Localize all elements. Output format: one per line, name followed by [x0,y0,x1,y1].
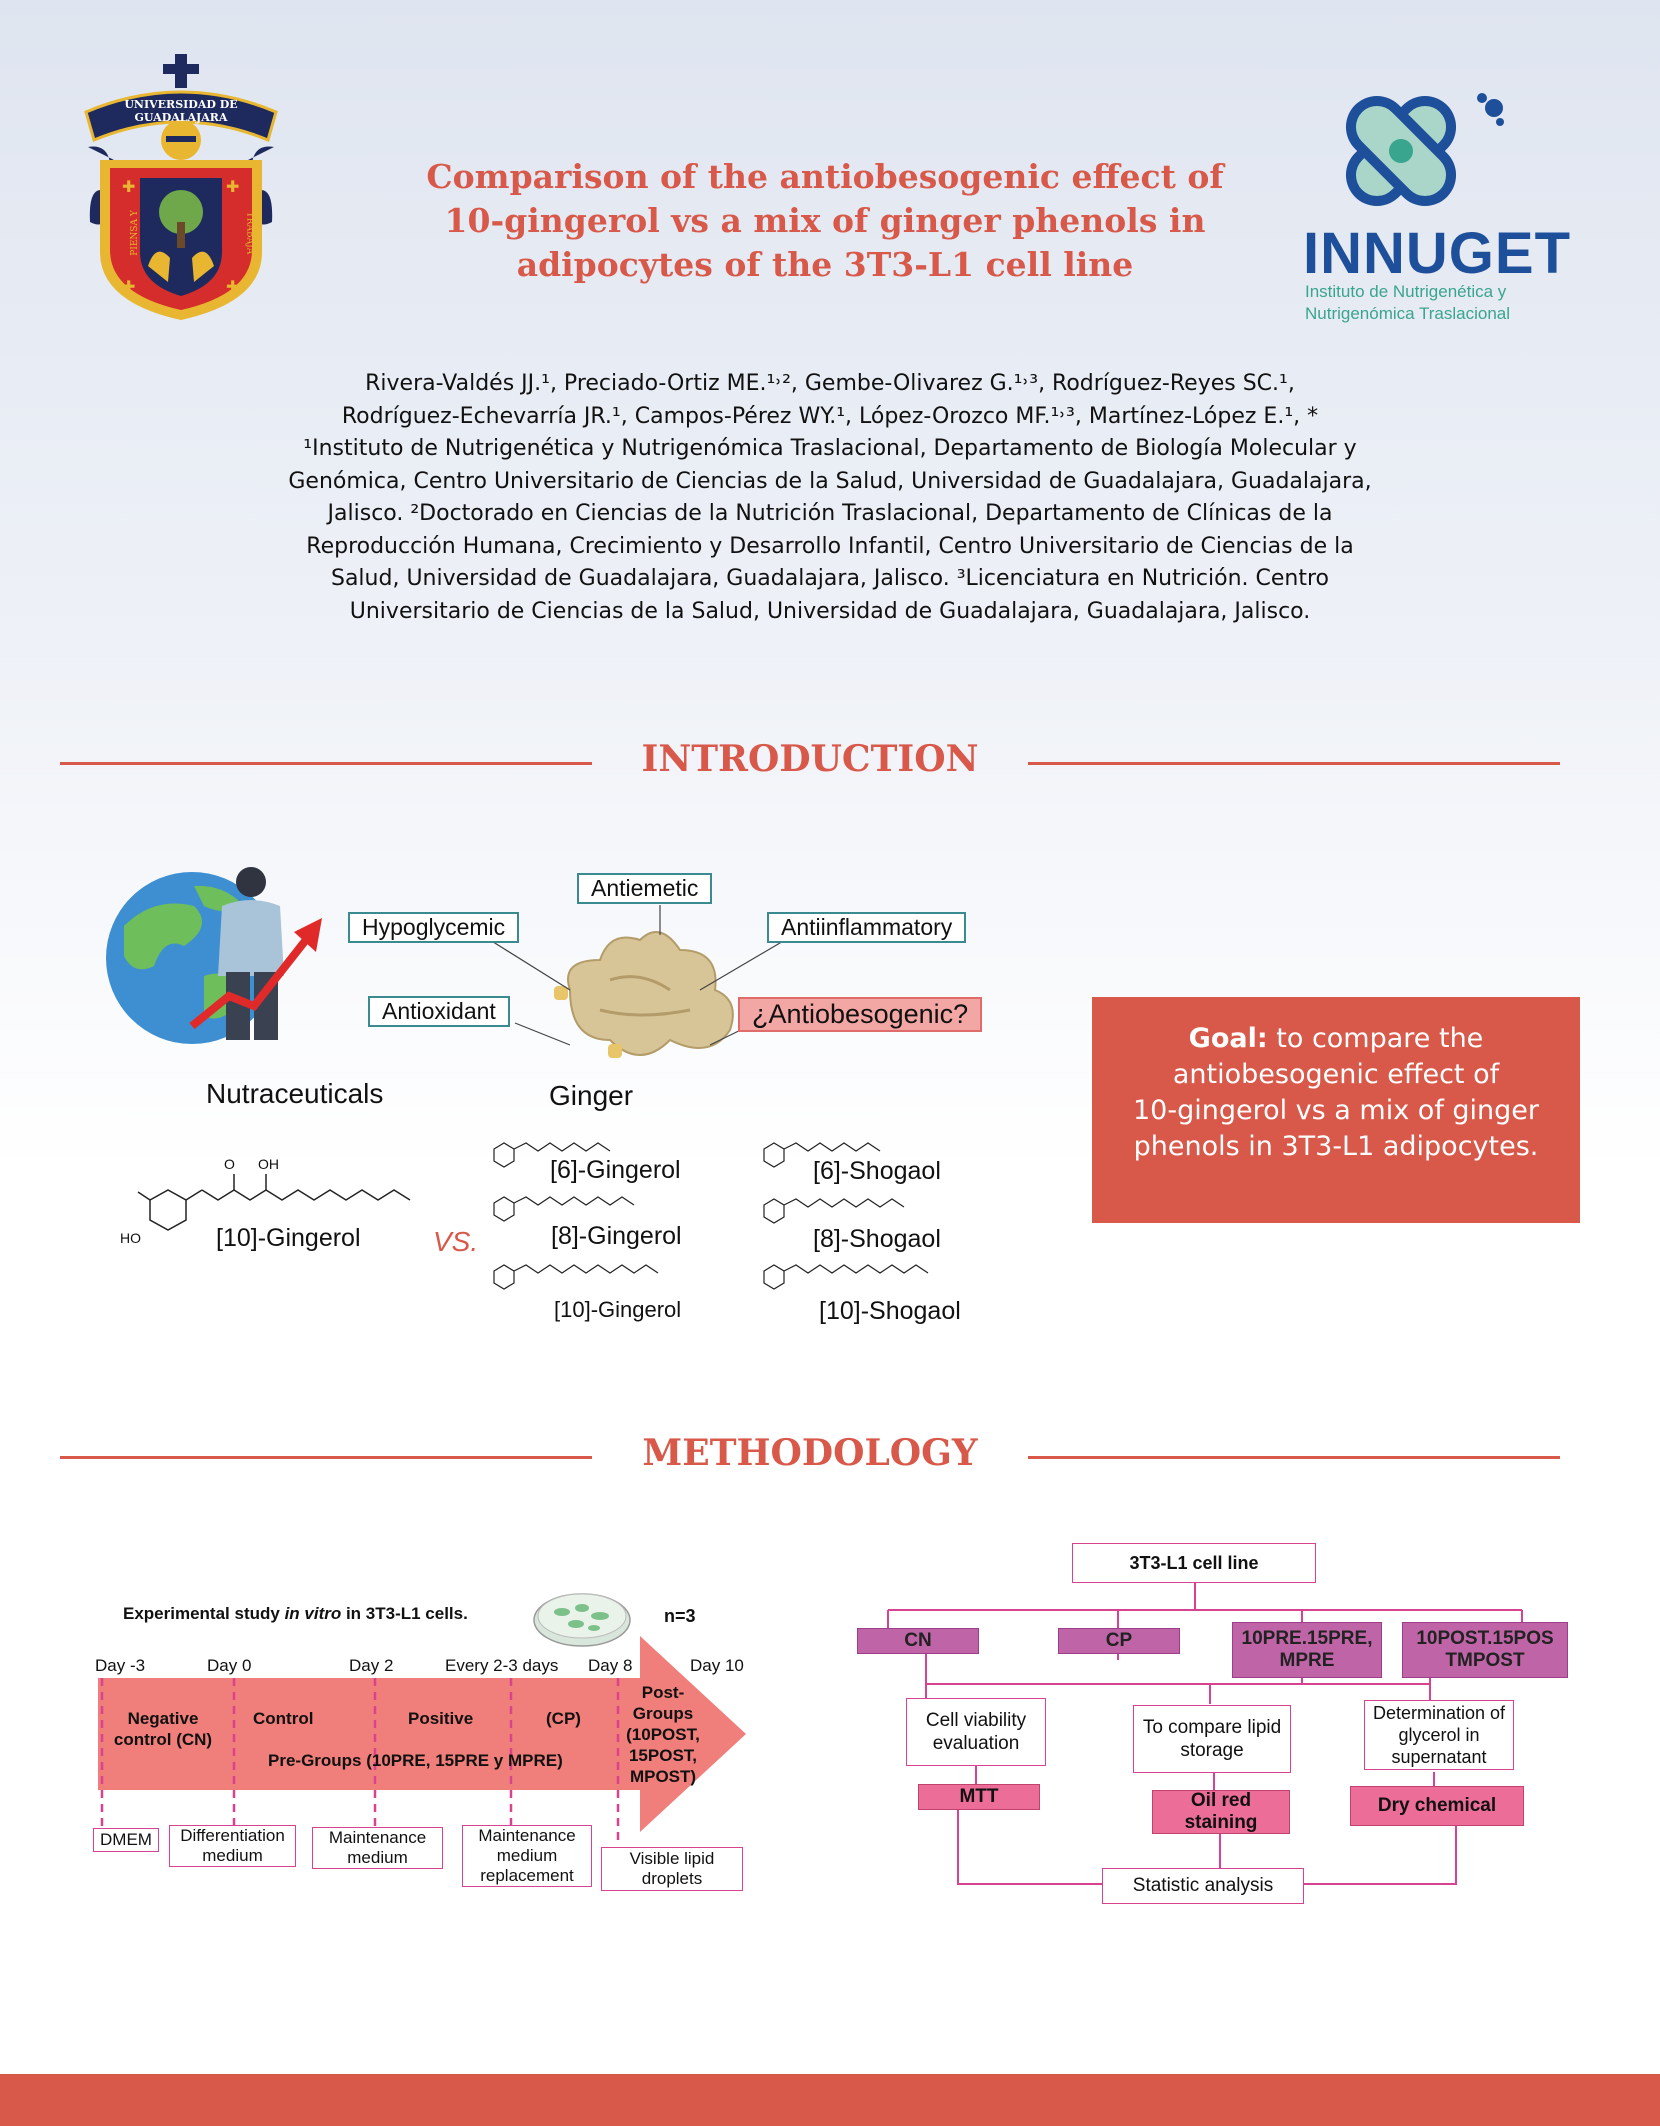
affiliation-line-5: Salud, Universidad de Guadalajara, Guadalajara, Jalisco. ³Licenciatura en Nutrición. Centro [330,566,1329,591]
group-cn: CN [857,1628,979,1654]
group-cp: CP [1058,1628,1180,1654]
group-pre: 10PRE.15PRE, MPRE [1232,1622,1382,1678]
negative-control-label: Negative control (CN) [113,1709,213,1749]
ginger-label: Ginger [549,1080,634,1111]
compound-6-gingerol: [6]-Gingerol [550,1156,681,1184]
main-gingerol-label: [10]-Gingerol [216,1224,361,1252]
eval-cell-viability: Cell viability evaluation [906,1698,1046,1766]
svg-text:✚: ✚ [122,277,136,296]
tag-antiinflammatory: Antiinflammatory [767,912,966,943]
eval-glycerol: Determination of glycerol in supernatant [1364,1700,1514,1770]
compound-6-shogaol: [6]-Shogaol [813,1157,941,1185]
pregroups-label: Pre-Groups (10PRE, 15PRE y MPRE) [268,1751,563,1770]
study-title-part-b: in vitro [284,1604,342,1623]
tag-antiobesogenic: ¿Antiobesogenic? [738,997,982,1032]
innuget-subtitle-2: Nutrigenómica Traslacional [1305,304,1511,323]
tag-antioxidant: Antioxidant [368,996,510,1027]
study-title-part-c: in 3T3-L1 cells. [341,1604,468,1623]
medium-replacement: Maintenance medium replacement [462,1825,592,1887]
assay-mtt: MTT [918,1784,1040,1810]
tag-hypoglycemic: Hypoglycemic [348,912,519,943]
goal-text-2: antiobesogenic effect of [1172,1059,1500,1090]
methodology-heading: METHODOLOGY [642,1432,978,1474]
day-8-label: Day 8 [588,1656,633,1675]
visible-lipid-droplets: Visible lipid droplets [601,1847,743,1891]
main-gingerol-ho-atom: HO [120,1230,141,1246]
medium-maintenance: Maintenance medium [312,1827,443,1869]
sample-size: n=3 [664,1606,696,1626]
goal-text-3: 10-gingerol vs a mix of ginger [1132,1095,1540,1126]
authors-line-2: Rodríguez-Echevarría JR.¹, Campos-Pérez WY.¹, López-Orozco MF.¹˒³, Martínez-López E.¹, * [341,403,1319,429]
innuget-subtitle-1: Instituto de Nutrigenética y [1305,282,1507,301]
day-10-label: Day 10 [690,1656,744,1675]
tag-antiemetic: Antiemetic [577,873,712,904]
compound-8-gingerol: [8]-Gingerol [551,1222,682,1250]
compound-10-gingerol: [10]-Gingerol [554,1297,682,1322]
goal-bold-label: Goal: [1188,1023,1268,1054]
main-gingerol-oh-atom: OH [258,1156,279,1172]
group-post: 10POST.15POS TMPOST [1402,1622,1568,1678]
methodology-divider-left [60,1456,592,1459]
goal-text-4: phenols in 3T3-L1 adipocytes. [1133,1131,1539,1162]
cell-line-box: 3T3-L1 cell line [1072,1543,1316,1583]
svg-text:✚: ✚ [226,177,240,196]
assay-oil-red: Oil red staining [1152,1790,1290,1834]
assay-dry-chemical: Dry chemical [1350,1786,1524,1826]
medium-dmem: DMEM [93,1828,159,1852]
goal-box [1092,997,1580,1223]
udg-logo-arc-text: UNIVERSIDAD DE GUADALAJARA [124,98,238,124]
footer-band [0,2074,1660,2126]
control-label: Control [253,1709,314,1728]
methodology-divider-right [1028,1456,1560,1459]
day-minus-3-label: Day -3 [95,1656,146,1675]
authors-line-1: Rivera-Valdés JJ.¹, Preciado-Ortiz ME.¹˒², Gembe-Olivarez G.¹˒³, Rodríguez-Reyes SC.¹, [365,371,1295,396]
post-groups-label: Post-Groups (10POST, 15POST, MPOST) [626,1683,700,1786]
main-gingerol-o-atom: O [224,1156,235,1172]
every-2-3-days-label: Every 2-3 days [445,1656,559,1675]
nutraceuticals-label: Nutraceuticals [206,1078,384,1109]
affiliation-line-1: ¹Instituto de Nutrigenética y Nutrigenómica Traslacional, Departamento de Biología Molecular y [303,436,1357,461]
cp-label: (CP) [546,1709,581,1728]
title-line-2: 10-gingerol vs a mix of ginger phenols in [444,201,1206,240]
eval-lipid-storage: To compare lipid storage [1133,1705,1291,1773]
medium-differentiation: Differentiation medium [169,1825,296,1867]
innuget-name: INNUGET [1303,221,1571,286]
affiliation-line-6: Universitario de Ciencias de la Salud, Universidad de Guadalajara, Guadalajara, Jalisco. [349,598,1311,624]
study-title-part-a: Experimental study [123,1604,285,1623]
udg-logo-right-text: TRABAJA [244,211,255,255]
statistic-analysis: Statistic analysis [1102,1868,1304,1904]
title-line-3: adipocytes of the 3T3-L1 cell line [516,245,1134,284]
affiliation-line-4: Reproducción Humana, Crecimiento y Desarrollo Infantil, Centro Universitario de Ciencias de la [306,533,1354,559]
svg-text:✚: ✚ [122,177,136,196]
compound-8-shogaol: [8]-Shogaol [813,1225,941,1253]
goal-text-1: to compare the [1276,1023,1484,1054]
day-2-label: Day 2 [349,1656,394,1675]
affiliation-line-2: Genómica, Centro Universitario de Ciencias de la Salud, Universidad de Guadalajara, Guadalajara, [288,468,1372,494]
title-line-1: Comparison of the antiobesogenic effect of [426,157,1224,196]
compound-10-shogaol: [10]-Shogaol [819,1297,961,1325]
udg-logo-left-text: PIENSA Y [129,210,140,256]
positive-label: Positive [408,1709,474,1728]
vs-label: VS. [433,1226,479,1257]
svg-text:✚: ✚ [226,277,240,296]
intro-heading: INTRODUCTION [641,738,979,780]
affiliation-line-3: Jalisco. ²Doctorado en Ciencias de la Nutrición Traslacional, Departamento de Clínicas de la [327,501,1333,526]
day-0-label: Day 0 [207,1656,252,1675]
